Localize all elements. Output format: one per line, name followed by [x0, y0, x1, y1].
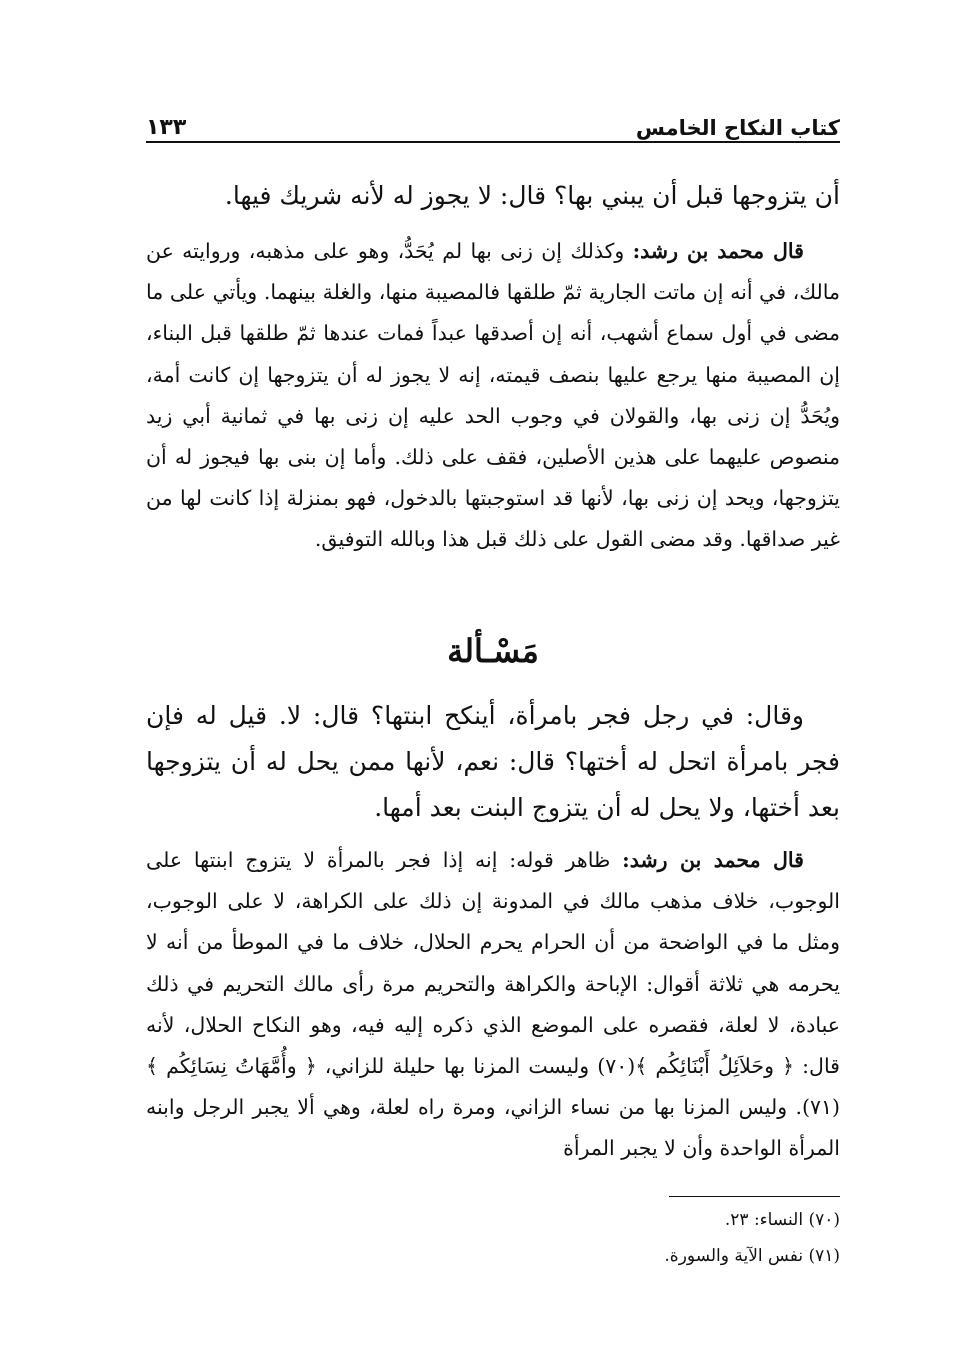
- header-rule: [146, 141, 840, 143]
- footnote-70: (٧٠) النساء: ٢٣.: [724, 1210, 840, 1230]
- question-paragraph: [146, 693, 840, 831]
- commentary-speaker: قال محمد بن رشد:: [622, 848, 804, 872]
- footnote-separator: [669, 1196, 840, 1197]
- page-number: ١٣٣: [146, 115, 187, 140]
- page-header: [146, 100, 840, 140]
- running-title: كتاب النكاح الخامس: [635, 116, 840, 140]
- commentary-paragraph-2: [146, 840, 840, 1170]
- opening-paragraph: [146, 173, 840, 219]
- footnotes: [146, 1202, 840, 1274]
- question-text: وقال: في رجل فجر بامرأة، أينكح ابنتها؟ قال: لا. قيل له فإن فجر بامرأة اتحل له أختها؟ قال: نعم، لأنها ممن يحل له أن يتزوجها بعد أختها، ولا يحل له أن يتزوج البنت بعد أمها.: [146, 701, 840, 822]
- commentary-text: ظاهر قوله: إنه إذا فجر بالمرأة لا يتزوج ابنتها على الوجوب، خلاف مذهب مالك في المدونة إن ذلك على الكراهة، لا على الوجوب، ومثل ما في الواضحة من أن الحرام يحرم الحلال، خلاف ما في الموطأ من أنه لا يحرمه هي ثلاثة أقوال: الإباحة والكراهة والتحريم مرة رأى مالك التحريم في ذلك عبادة، لا لعلة، فقصره على الموضع الذي ذكره إليه فيه، وهو النكاح الحلال، لأنه قال: ﴿ وحَلاَئِلُ أَبْنَائِكُم ﴾(٧٠) وليست المزنا بها حليلة للزاني، ﴿ وأُمَّهَاتُ نِسَائِكُم ﴾(٧١). وليس المزنا بها من نساء الزاني، ومرة راه لعلة، وهي ألا يجبر الرجل وابنه المرأة الواحدة وأن لا يجبر المرأة: [146, 848, 840, 1161]
- section-heading: مَسْـألة: [447, 632, 539, 670]
- footnote-71: (٧١) نفس الآية والسورة.: [664, 1246, 840, 1266]
- commentary-paragraph-1: [146, 231, 840, 561]
- commentary-speaker: قال محمد بن رشد:: [632, 239, 804, 263]
- opening-text: أن يتزوجها قبل أن يبني بها؟ قال: لا يجوز له لأنه شريك فيها.: [224, 181, 840, 210]
- commentary-text: وكذلك إن زنى بها لم يُحَدُّ، وهو على مذهبه، وروايته عن مالك، في أنه إن ماتت الجارية ثمّ طلقها فالمصيبة منها، والغلة بينهما. ويأتي على ما مضى في أول سماع أشهب، أنه إن أصدقها عبداً فمات عندها ثمّ طلقها قبل البناء، إن المصيبة منها يرجع عليها بنصف قيمته، إنه لا يجوز له أن يتزوجها إن كانت أمة، ويُحَدُّ إن زنى بها، والقولان في وجوب الحد عليه إن زنى بها في ثمانية أبي زيد منصوص عليهما على هذين الأصلين، فقف على ذلك. وأما إن بنى بها فيجوز له أن يتزوجها، ويحد إن زنى بها، لأنها قد استوجبتها بالدخول، فهو بمنزلة إذا كانت لها من غير صداقها. وقد مضى القول على ذلك قبل هذا وبالله التوفيق.: [146, 239, 840, 552]
